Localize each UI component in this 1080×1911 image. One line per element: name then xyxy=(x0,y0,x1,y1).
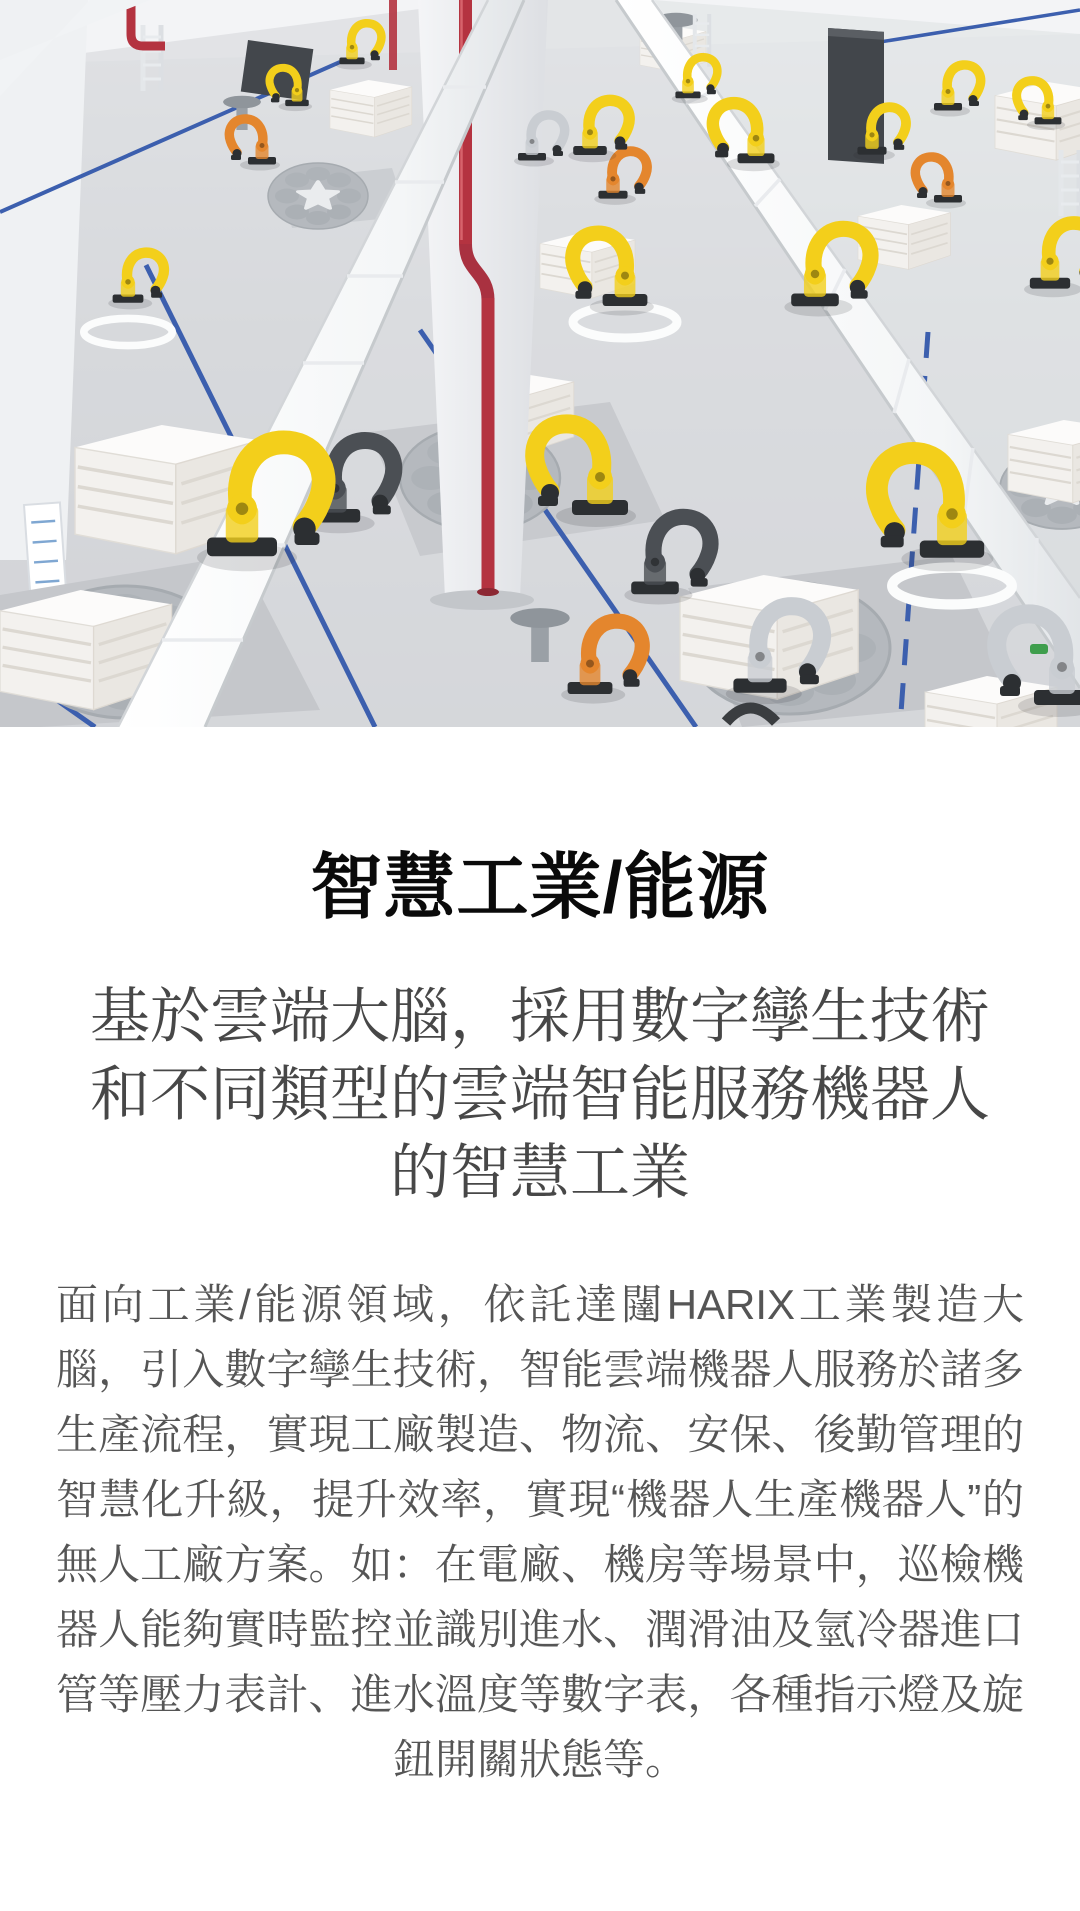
factory-hero-image xyxy=(0,0,1080,727)
subtitle-line-3: 的智慧工業 xyxy=(390,1139,690,1206)
content-section xyxy=(0,848,1080,1792)
subtitle-line-2: 和不同類型的雲端智能服務機器人 xyxy=(90,1061,990,1128)
factory-scene-illustration xyxy=(0,0,1080,727)
subtitle-line-1: 基於雲端大腦，採用數字孿生技術 xyxy=(90,983,990,1050)
green-effector xyxy=(1030,644,1048,654)
description-paragraph: 面向工業/能源領域，依託達闥HARIX工業製造大腦，引入數字孿生技術，智能雲端機器人服務於諸多生產流程，實現工廠製造、物流、安保、後勤管理的智慧化升級，提升效率，實現“機器人生產機器人”的無人工廠方案。如：在電廠、機房等場景中，巡檢機器人能夠實時監控並識別進水、潤滑油及氫冷器進口管等壓力表計、進水溫度等數字表，各種指示燈及旋鈕開關狀態等。 xyxy=(56,1281,1024,1783)
page-subtitle xyxy=(50,978,1030,1212)
page-title: 智慧工業/能源 xyxy=(310,848,770,928)
